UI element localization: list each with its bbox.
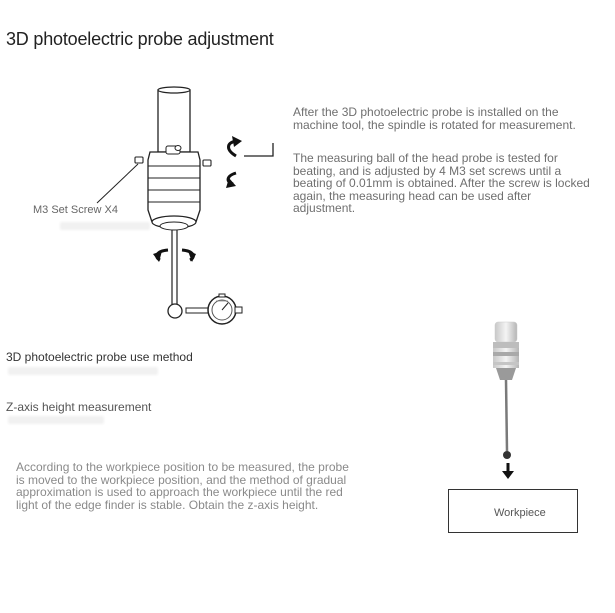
z-axis-heading: Z-axis height measurement <box>6 400 152 414</box>
adjustment-paragraph-2: The measuring ball of the head probe is tested for beating, and is adjusted by 4 M3 set screws until a beating of 0.01mm is obtained. After the screw is locked again, the measuring head can be used after adjustment. <box>293 151 590 215</box>
down-arrow-icon <box>502 471 514 479</box>
adjustment-paragraph-1: After the 3D photoelectric probe is installed on the machine tool, the spindle is rotated for measurement. <box>293 105 576 132</box>
probe-ball <box>503 451 511 459</box>
z-axis-paragraph: According to the workpiece position to be measured, the probe is moved to the workpiece position, and the method of gradual approximation is used to approach the workpiece until the red light of the edge finder is stable. Obtain the z-axis height. <box>16 460 349 512</box>
workpiece-label: Workpiece <box>494 507 546 519</box>
use-method-heading: 3D photoelectric probe use method <box>6 350 193 364</box>
workpiece-box <box>448 489 578 533</box>
m3-set-screw-label: M3 Set Screw X4 <box>33 204 118 216</box>
page-title: 3D photoelectric probe adjustment <box>6 29 274 49</box>
